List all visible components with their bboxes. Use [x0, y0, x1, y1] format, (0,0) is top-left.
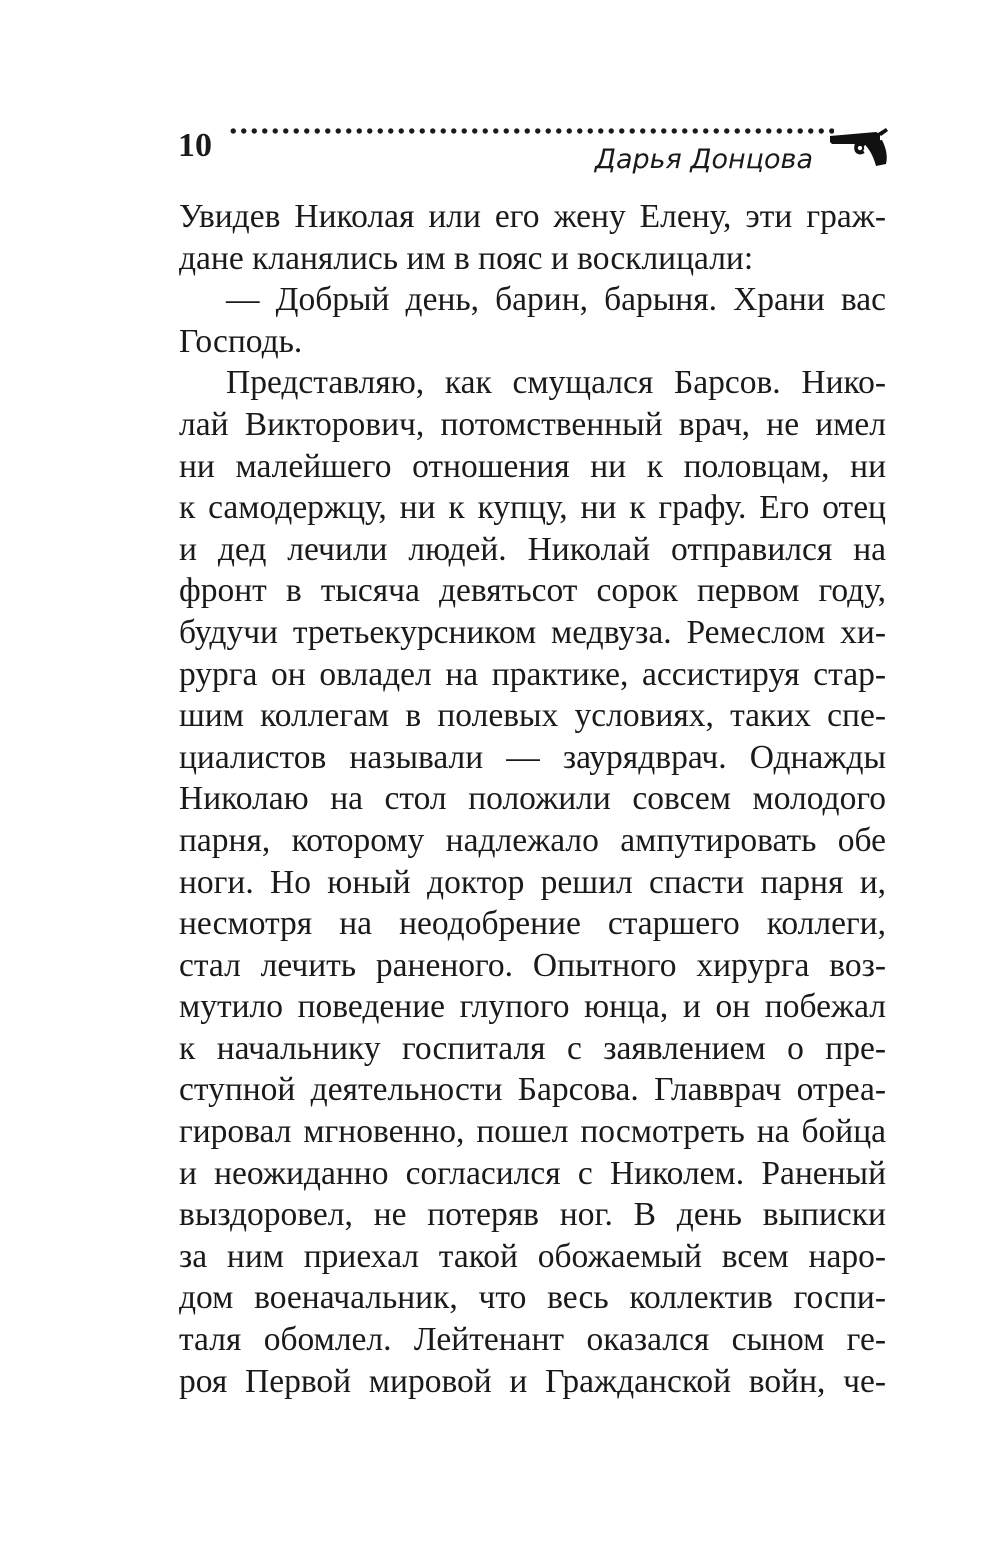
text-line: Господь. — [179, 322, 303, 360]
text-line: выздоровел, не потеряв ног. В день выписки — [179, 1196, 886, 1234]
text-line: роя Первой мировой и Гражданской войн, че- — [179, 1362, 886, 1400]
text-line: дане кланялись им в пояс и восклицали: — [179, 239, 754, 277]
text-line: несмотря на неодобрение старшего коллеги, — [179, 905, 886, 943]
pistol-icon — [828, 124, 890, 170]
page-number: 10 — [178, 127, 212, 164]
text-line: шим коллегам в полевых условиях, таких спе- — [179, 697, 886, 735]
text-line: к начальнику госпиталя с заявлением о пре- — [179, 1029, 886, 1067]
text-line: Николаю на стол положили совсем молодого — [179, 780, 886, 818]
header-dotted-rule — [228, 125, 834, 137]
text-line: за ним приехал такой обожаемый всем наро- — [179, 1237, 886, 1275]
text-line: фронт в тысяча девятьсот сорок первом году, — [179, 572, 886, 610]
text-line: и неожиданно согласился с Николем. Раненый — [179, 1154, 886, 1192]
text-line: таля обомлел. Лейтенант оказался сыном ге- — [179, 1321, 886, 1359]
text-line: ноги. Но юный доктор решил спасти парня и, — [179, 863, 886, 901]
text-line: дом военачальник, что весь коллектив госпи- — [179, 1279, 886, 1317]
text-line: — Добрый день, барин, барыня. Храни вас — [226, 281, 886, 319]
text-line: гировал мгновенно, пошел посмотреть на бойца — [179, 1113, 886, 1151]
text-line: ступной деятельности Барсова. Главврач отреа- — [179, 1071, 886, 1109]
text-line: лай Викторович, потомственный врач, не имел — [179, 405, 886, 443]
text-line: и дед лечили людей. Николай отправился на — [179, 530, 886, 568]
running-header-author: Дарья Донцова — [594, 144, 813, 175]
text-line: рурга он овладел на практике, ассистируя стар- — [179, 655, 886, 693]
text-line: парня, которому надлежало ампутировать обе — [179, 821, 886, 859]
text-line: Увидев Николая или его жену Елену, эти граж- — [179, 198, 886, 235]
text-line: стал лечить раненого. Опытного хирурга воз- — [179, 946, 886, 984]
text-line: будучи третьекурсником медвуза. Ремеслом хи- — [179, 613, 886, 651]
text-line: к самодержцу, ни к купцу, ни к графу. Его отец — [179, 489, 886, 527]
text-line: мутило поведение глупого юнца, и он побежал — [179, 988, 886, 1026]
body-text — [179, 196, 886, 1402]
text-line: ни малейшего отношения ни к половцам, ни — [179, 447, 886, 485]
text-line: Представляю, как смущался Барсов. Нико- — [226, 364, 886, 402]
text-line: циалистов называли — заурядврач. Однажды — [179, 738, 886, 776]
